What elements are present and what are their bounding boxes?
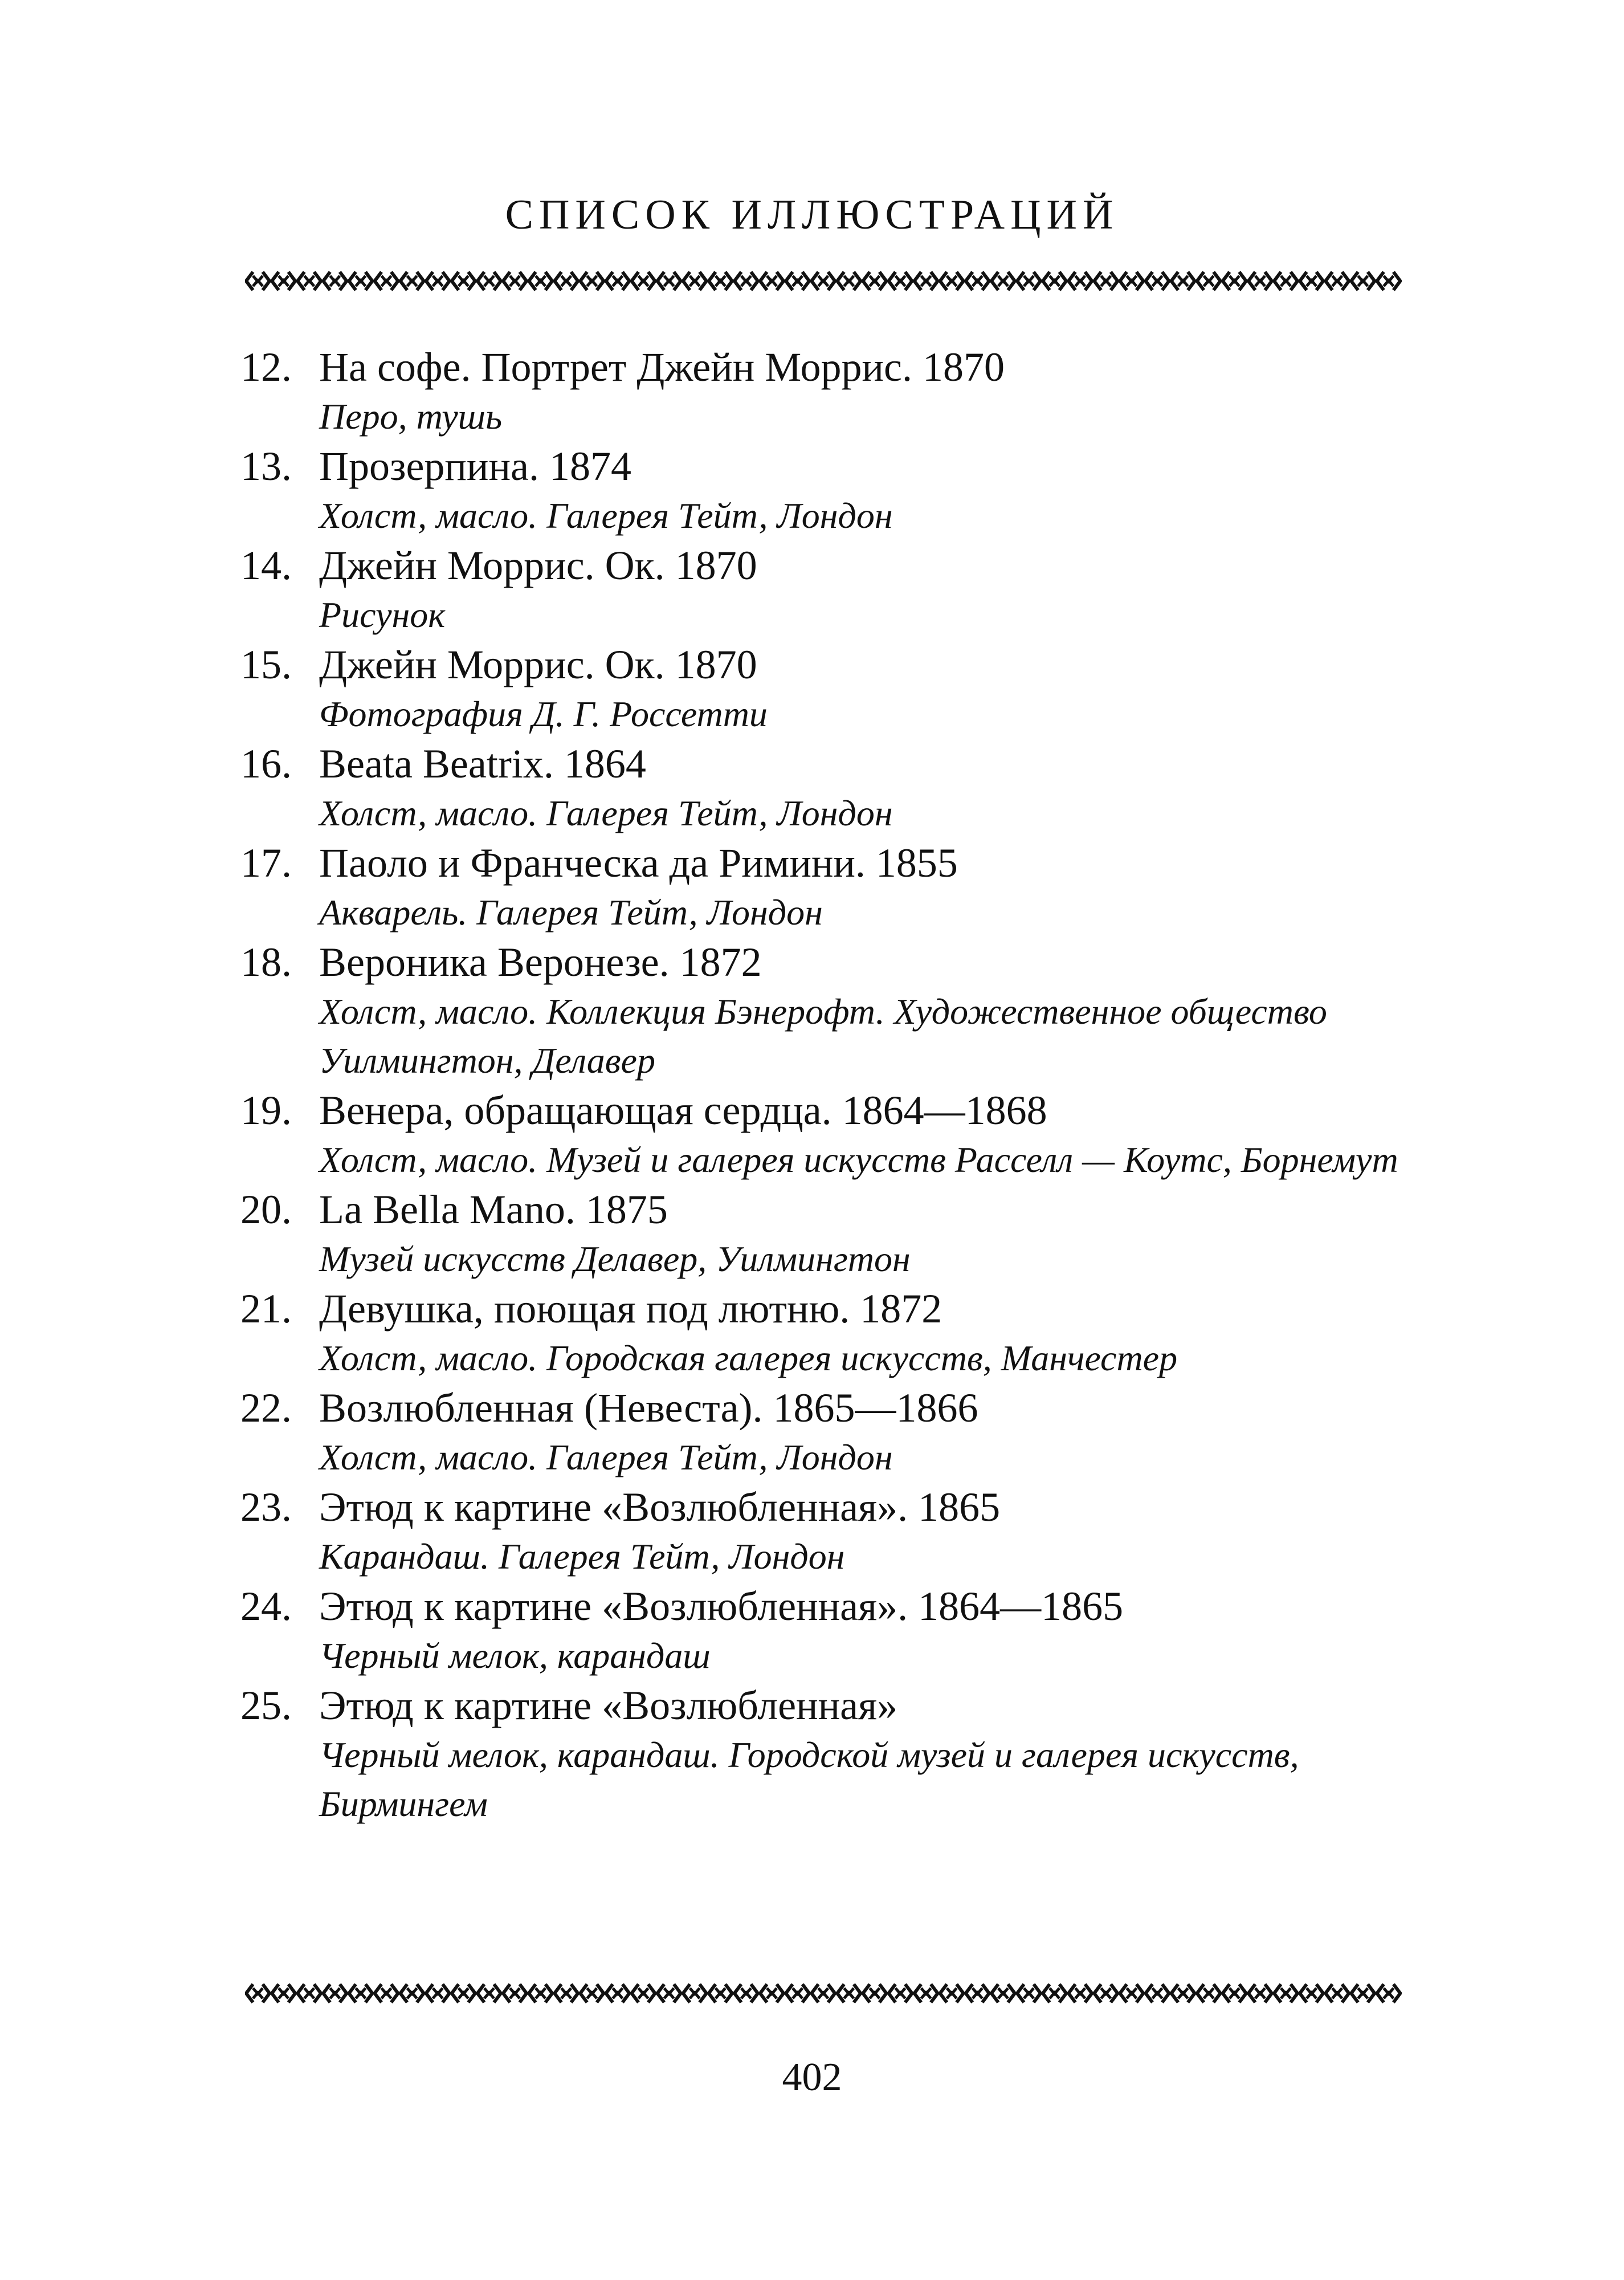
- ornament-motif-icon: [1223, 272, 1246, 290]
- ornament-motif-icon: [1017, 1984, 1040, 2002]
- ornament-motif-icon: [966, 1984, 989, 2002]
- ornament-motif-icon: [349, 1984, 372, 2002]
- ornament-motif-icon: [863, 272, 886, 290]
- ornament-motif-icon: [1300, 1984, 1323, 2002]
- ornament-motif-icon: [1248, 1984, 1272, 2002]
- page-title: СПИСОК ИЛЛЮСТРАЦИЙ: [505, 192, 1119, 238]
- ornament-motif-icon: [375, 272, 398, 290]
- ornament-motif-icon: [786, 272, 809, 290]
- entry-title: Девушка, поющая под лютню. 1872: [319, 1286, 942, 1332]
- ornament-motif-icon: [1223, 1984, 1246, 2002]
- entry-description: Фотография Д. Г. Россетти: [319, 694, 768, 734]
- ornament-motif-icon: [709, 272, 732, 290]
- entry-description: Холст, масло. Галерея Тейт, Лондон: [319, 793, 893, 833]
- ornament-motif-icon: [1377, 272, 1400, 290]
- entry-number: 25.: [240, 1683, 292, 1728]
- ornament-motif-icon: [452, 1984, 475, 2002]
- ornamental-border-bottom: [245, 1978, 1402, 2009]
- ornament-motif-icon: [401, 1984, 424, 2002]
- entry-title: Джейн Моррис. Ок. 1870: [319, 642, 757, 687]
- entry-title: Венера, обращающая сердца. 1864—1868: [319, 1088, 1047, 1133]
- ornament-motif-icon: [1017, 272, 1040, 290]
- ornament-motif-icon: [1377, 1984, 1400, 2002]
- ornament-motif-icon: [1172, 1984, 1195, 2002]
- ornament-motif-icon: [1146, 1984, 1169, 2002]
- ornament-motif-icon: [1043, 272, 1066, 290]
- entry-title: Вероника Веронезе. 1872: [319, 939, 762, 985]
- ornament-motif-icon: [991, 1984, 1015, 2002]
- list-item: [240, 1680, 1437, 1829]
- entry-title: Этюд к картине «Возлюбленная». 1865: [319, 1484, 1001, 1530]
- ornament-motif-icon: [529, 1984, 552, 2002]
- ornament-motif-icon: [683, 1984, 707, 2002]
- entry-title: Возлюбленная (Невеста). 1865—1866: [319, 1385, 978, 1431]
- list-item: [240, 1383, 1437, 1482]
- ornamental-border-top: [245, 266, 1402, 296]
- ornament-motif-icon: [632, 272, 655, 290]
- ornament-motif-icon: [503, 1984, 527, 2002]
- ornament-motif-icon: [1325, 1984, 1349, 2002]
- entry-title: La Bella Mano. 1875: [319, 1187, 668, 1232]
- entry-number: 20.: [240, 1187, 292, 1232]
- ornament-motif-icon: [246, 1984, 270, 2002]
- ornament-motif-icon: [297, 1984, 321, 2002]
- entry-title: Этюд к картине «Возлюбленная»: [319, 1683, 898, 1728]
- ornament-motif-icon: [272, 272, 295, 290]
- entry-title: Паоло и Франческа да Римини. 1855: [319, 840, 958, 886]
- entry-number: 23.: [240, 1484, 292, 1530]
- list-item: [240, 838, 1437, 937]
- ornament-motif-icon: [606, 272, 629, 290]
- ornament-motif-icon: [1120, 1984, 1143, 2002]
- ornament-motif-icon: [272, 1984, 295, 2002]
- ornament-motif-icon: [811, 272, 835, 290]
- ornament-motif-icon: [786, 1984, 809, 2002]
- list-item: [240, 1284, 1437, 1383]
- entry-description: Холст, масло. Коллекция Бэнерофт. Художественное общество Уилмингтон, Делавер: [319, 991, 1327, 1081]
- ornament-motif-icon: [709, 1984, 732, 2002]
- ornament-motif-icon: [426, 1984, 450, 2002]
- ornament-motif-icon: [1300, 272, 1323, 290]
- entry-number: 16.: [240, 741, 292, 787]
- ornament-motif-icon: [1274, 272, 1297, 290]
- entry-description: Холст, масло. Музей и галерея искусств Расселл — Коутс, Борнемут: [319, 1139, 1398, 1180]
- entry-number: 22.: [240, 1385, 292, 1431]
- ornament-motif-icon: [991, 272, 1015, 290]
- ornament-motif-icon: [940, 1984, 964, 2002]
- list-item: [240, 342, 1437, 441]
- ornament-motif-icon: [1094, 272, 1117, 290]
- ornament-motif-icon: [580, 1984, 603, 2002]
- entry-number: 15.: [240, 642, 292, 687]
- ornament-motif-icon: [1325, 272, 1349, 290]
- ornament-motif-icon: [1197, 272, 1221, 290]
- entry-title: Джейн Моррис. Ок. 1870: [319, 543, 757, 588]
- ornament-motif-icon: [503, 272, 527, 290]
- list-item: [240, 640, 1437, 739]
- ornament-motif-icon: [580, 272, 603, 290]
- ornament-motif-icon: [863, 1984, 886, 2002]
- ornament-motif-icon: [811, 1984, 835, 2002]
- ornament-motif-icon: [1120, 272, 1143, 290]
- list-item: [240, 540, 1437, 640]
- entry-description: Черный мелок, карандаш: [319, 1635, 711, 1676]
- ornament-motif-icon: [1068, 272, 1092, 290]
- ornament-motif-icon: [375, 1984, 398, 2002]
- entry-description: Холст, масло. Галерея Тейт, Лондон: [319, 495, 893, 536]
- ornament-pattern-icon: [245, 266, 1402, 296]
- entry-number: 19.: [240, 1088, 292, 1133]
- entry-description: Акварель. Галерея Тейт, Лондон: [319, 892, 823, 933]
- entry-description: Карандаш. Галерея Тейт, Лондон: [319, 1536, 845, 1577]
- ornament-motif-icon: [915, 1984, 938, 2002]
- ornament-motif-icon: [478, 272, 501, 290]
- entry-number: 12.: [240, 344, 292, 390]
- entry-description: Музей искусств Делавер, Уилмингтон: [319, 1239, 911, 1279]
- entry-number: 21.: [240, 1286, 292, 1332]
- entry-number: 24.: [240, 1583, 292, 1629]
- ornament-motif-icon: [246, 272, 270, 290]
- ornament-motif-icon: [1146, 272, 1169, 290]
- illustration-list: [240, 342, 1437, 1829]
- ornament-motif-icon: [915, 272, 938, 290]
- ornament-pattern-icon: [245, 1978, 1402, 2009]
- list-item: [240, 441, 1437, 540]
- ornament-motif-icon: [478, 1984, 501, 2002]
- ornament-motif-icon: [940, 272, 964, 290]
- entry-description: Холст, масло. Галерея Тейт, Лондон: [319, 1437, 893, 1477]
- ornament-motif-icon: [1172, 272, 1195, 290]
- ornament-motif-icon: [889, 1984, 912, 2002]
- ornament-motif-icon: [837, 1984, 860, 2002]
- ornament-motif-icon: [1274, 1984, 1297, 2002]
- entry-number: 13.: [240, 443, 292, 489]
- entry-description: Черный мелок, карандаш. Городской музей и галерея искусств, Бирмингем: [319, 1735, 1299, 1824]
- ornament-motif-icon: [837, 272, 860, 290]
- ornament-motif-icon: [1094, 1984, 1117, 2002]
- ornament-motif-icon: [452, 272, 475, 290]
- ornament-motif-icon: [889, 272, 912, 290]
- entry-title: Прозерпина. 1874: [319, 443, 631, 489]
- entry-number: 18.: [240, 939, 292, 985]
- entry-number: 17.: [240, 840, 292, 886]
- entry-title: Beata Beatrix. 1864: [319, 741, 646, 787]
- entry-description: Перо, тушь: [319, 396, 503, 437]
- list-item: [240, 739, 1437, 838]
- ornament-motif-icon: [632, 1984, 655, 2002]
- ornament-motif-icon: [966, 272, 989, 290]
- ornament-motif-icon: [349, 272, 372, 290]
- entry-title: Этюд к картине «Возлюбленная». 1864—1865: [319, 1583, 1124, 1629]
- ornament-motif-icon: [658, 1984, 681, 2002]
- ornament-motif-icon: [1197, 1984, 1221, 2002]
- page-number: 402: [782, 2055, 842, 2099]
- ornament-motif-icon: [1351, 1984, 1374, 2002]
- ornament-motif-icon: [323, 272, 346, 290]
- entry-title: На софе. Портрет Джейн Моррис. 1870: [319, 344, 1005, 390]
- ornament-motif-icon: [760, 272, 784, 290]
- entry-number: 14.: [240, 543, 292, 588]
- ornament-motif-icon: [1351, 272, 1374, 290]
- entry-description: Рисунок: [319, 595, 446, 635]
- ornament-motif-icon: [735, 1984, 758, 2002]
- ornament-motif-icon: [1043, 1984, 1066, 2002]
- ornament-motif-icon: [323, 1984, 346, 2002]
- ornament-motif-icon: [297, 272, 321, 290]
- list-item: [240, 937, 1437, 1085]
- list-item: [240, 1085, 1437, 1184]
- ornament-motif-icon: [426, 272, 450, 290]
- ornament-motif-icon: [606, 1984, 629, 2002]
- ornament-motif-icon: [554, 272, 578, 290]
- ornament-motif-icon: [1248, 272, 1272, 290]
- ornament-motif-icon: [658, 272, 681, 290]
- ornament-motif-icon: [401, 272, 424, 290]
- entry-description: Холст, масло. Городская галерея искусств, Манчестер: [319, 1338, 1178, 1378]
- ornament-motif-icon: [554, 1984, 578, 2002]
- ornament-motif-icon: [683, 272, 707, 290]
- list-item: [240, 1184, 1437, 1284]
- list-item: [240, 1581, 1437, 1680]
- ornament-motif-icon: [735, 272, 758, 290]
- ornament-motif-icon: [760, 1984, 784, 2002]
- ornament-motif-icon: [529, 272, 552, 290]
- ornament-motif-icon: [1068, 1984, 1092, 2002]
- list-item: [240, 1482, 1437, 1581]
